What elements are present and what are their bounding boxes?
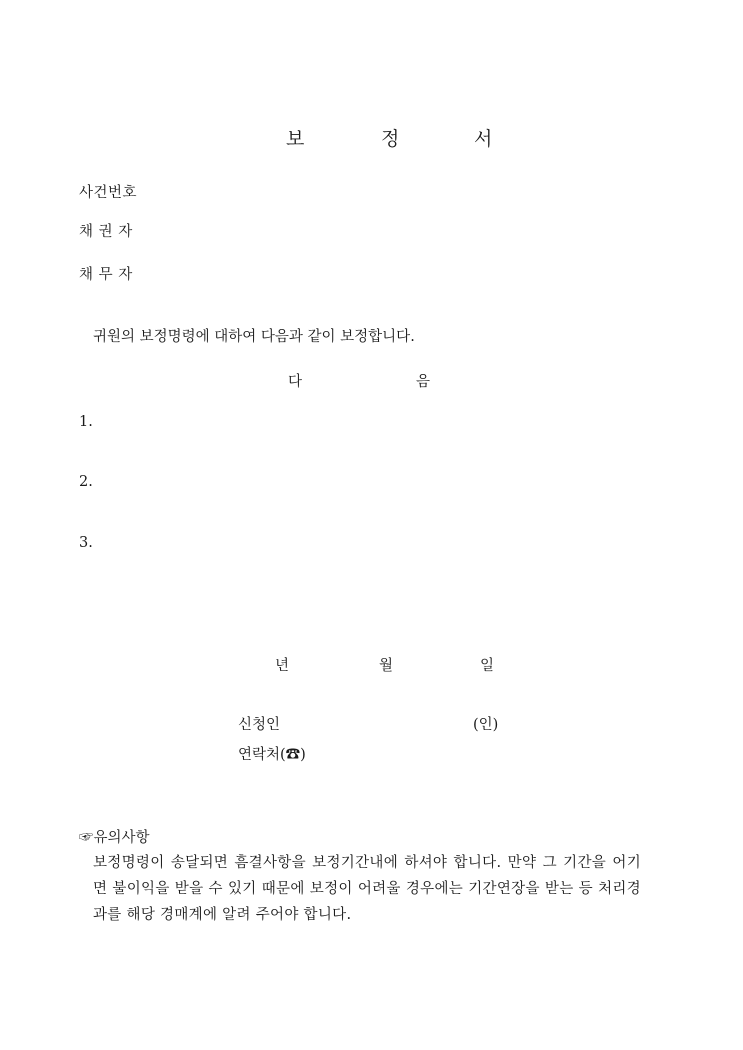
list-item-2: 2. bbox=[79, 474, 93, 490]
heading-char-1: 다 bbox=[288, 374, 303, 390]
list-item-3: 3. bbox=[79, 535, 93, 551]
contact-label: 연락처(☎) bbox=[238, 747, 306, 763]
list-item-1: 1. bbox=[79, 414, 93, 430]
date-day: 일 bbox=[480, 658, 495, 674]
applicant-label: 신청인 bbox=[238, 717, 281, 733]
title-char-1: 보 bbox=[286, 128, 305, 150]
notes-title: ☞유의사항 bbox=[79, 830, 150, 846]
creditor-label: 채 권 자 bbox=[79, 224, 133, 240]
date-year: 년 bbox=[275, 658, 290, 674]
seal-mark: (인) bbox=[473, 717, 499, 733]
notes-body: 보정명령이 송달되면 흠결사항을 보정기간내에 하셔야 합니다. 만약 그 기간을 어기면 불이익을 받을 수 있기 때문에 보정이 어려울 경우에는 기간연장을 받는 등 처리경과를 해당 경매계에 알려 주어야 합니다. bbox=[93, 855, 641, 923]
title-char-2: 정 bbox=[381, 128, 400, 150]
debtor-label: 채 무 자 bbox=[79, 267, 133, 283]
date-month: 월 bbox=[379, 658, 394, 674]
heading-char-2: 음 bbox=[416, 374, 431, 390]
title-char-3: 서 bbox=[474, 128, 493, 150]
intro-text: 귀원의 보정명령에 대하여 다음과 같이 보정합니다. bbox=[93, 329, 415, 345]
case-number-label: 사건번호 bbox=[79, 185, 138, 201]
